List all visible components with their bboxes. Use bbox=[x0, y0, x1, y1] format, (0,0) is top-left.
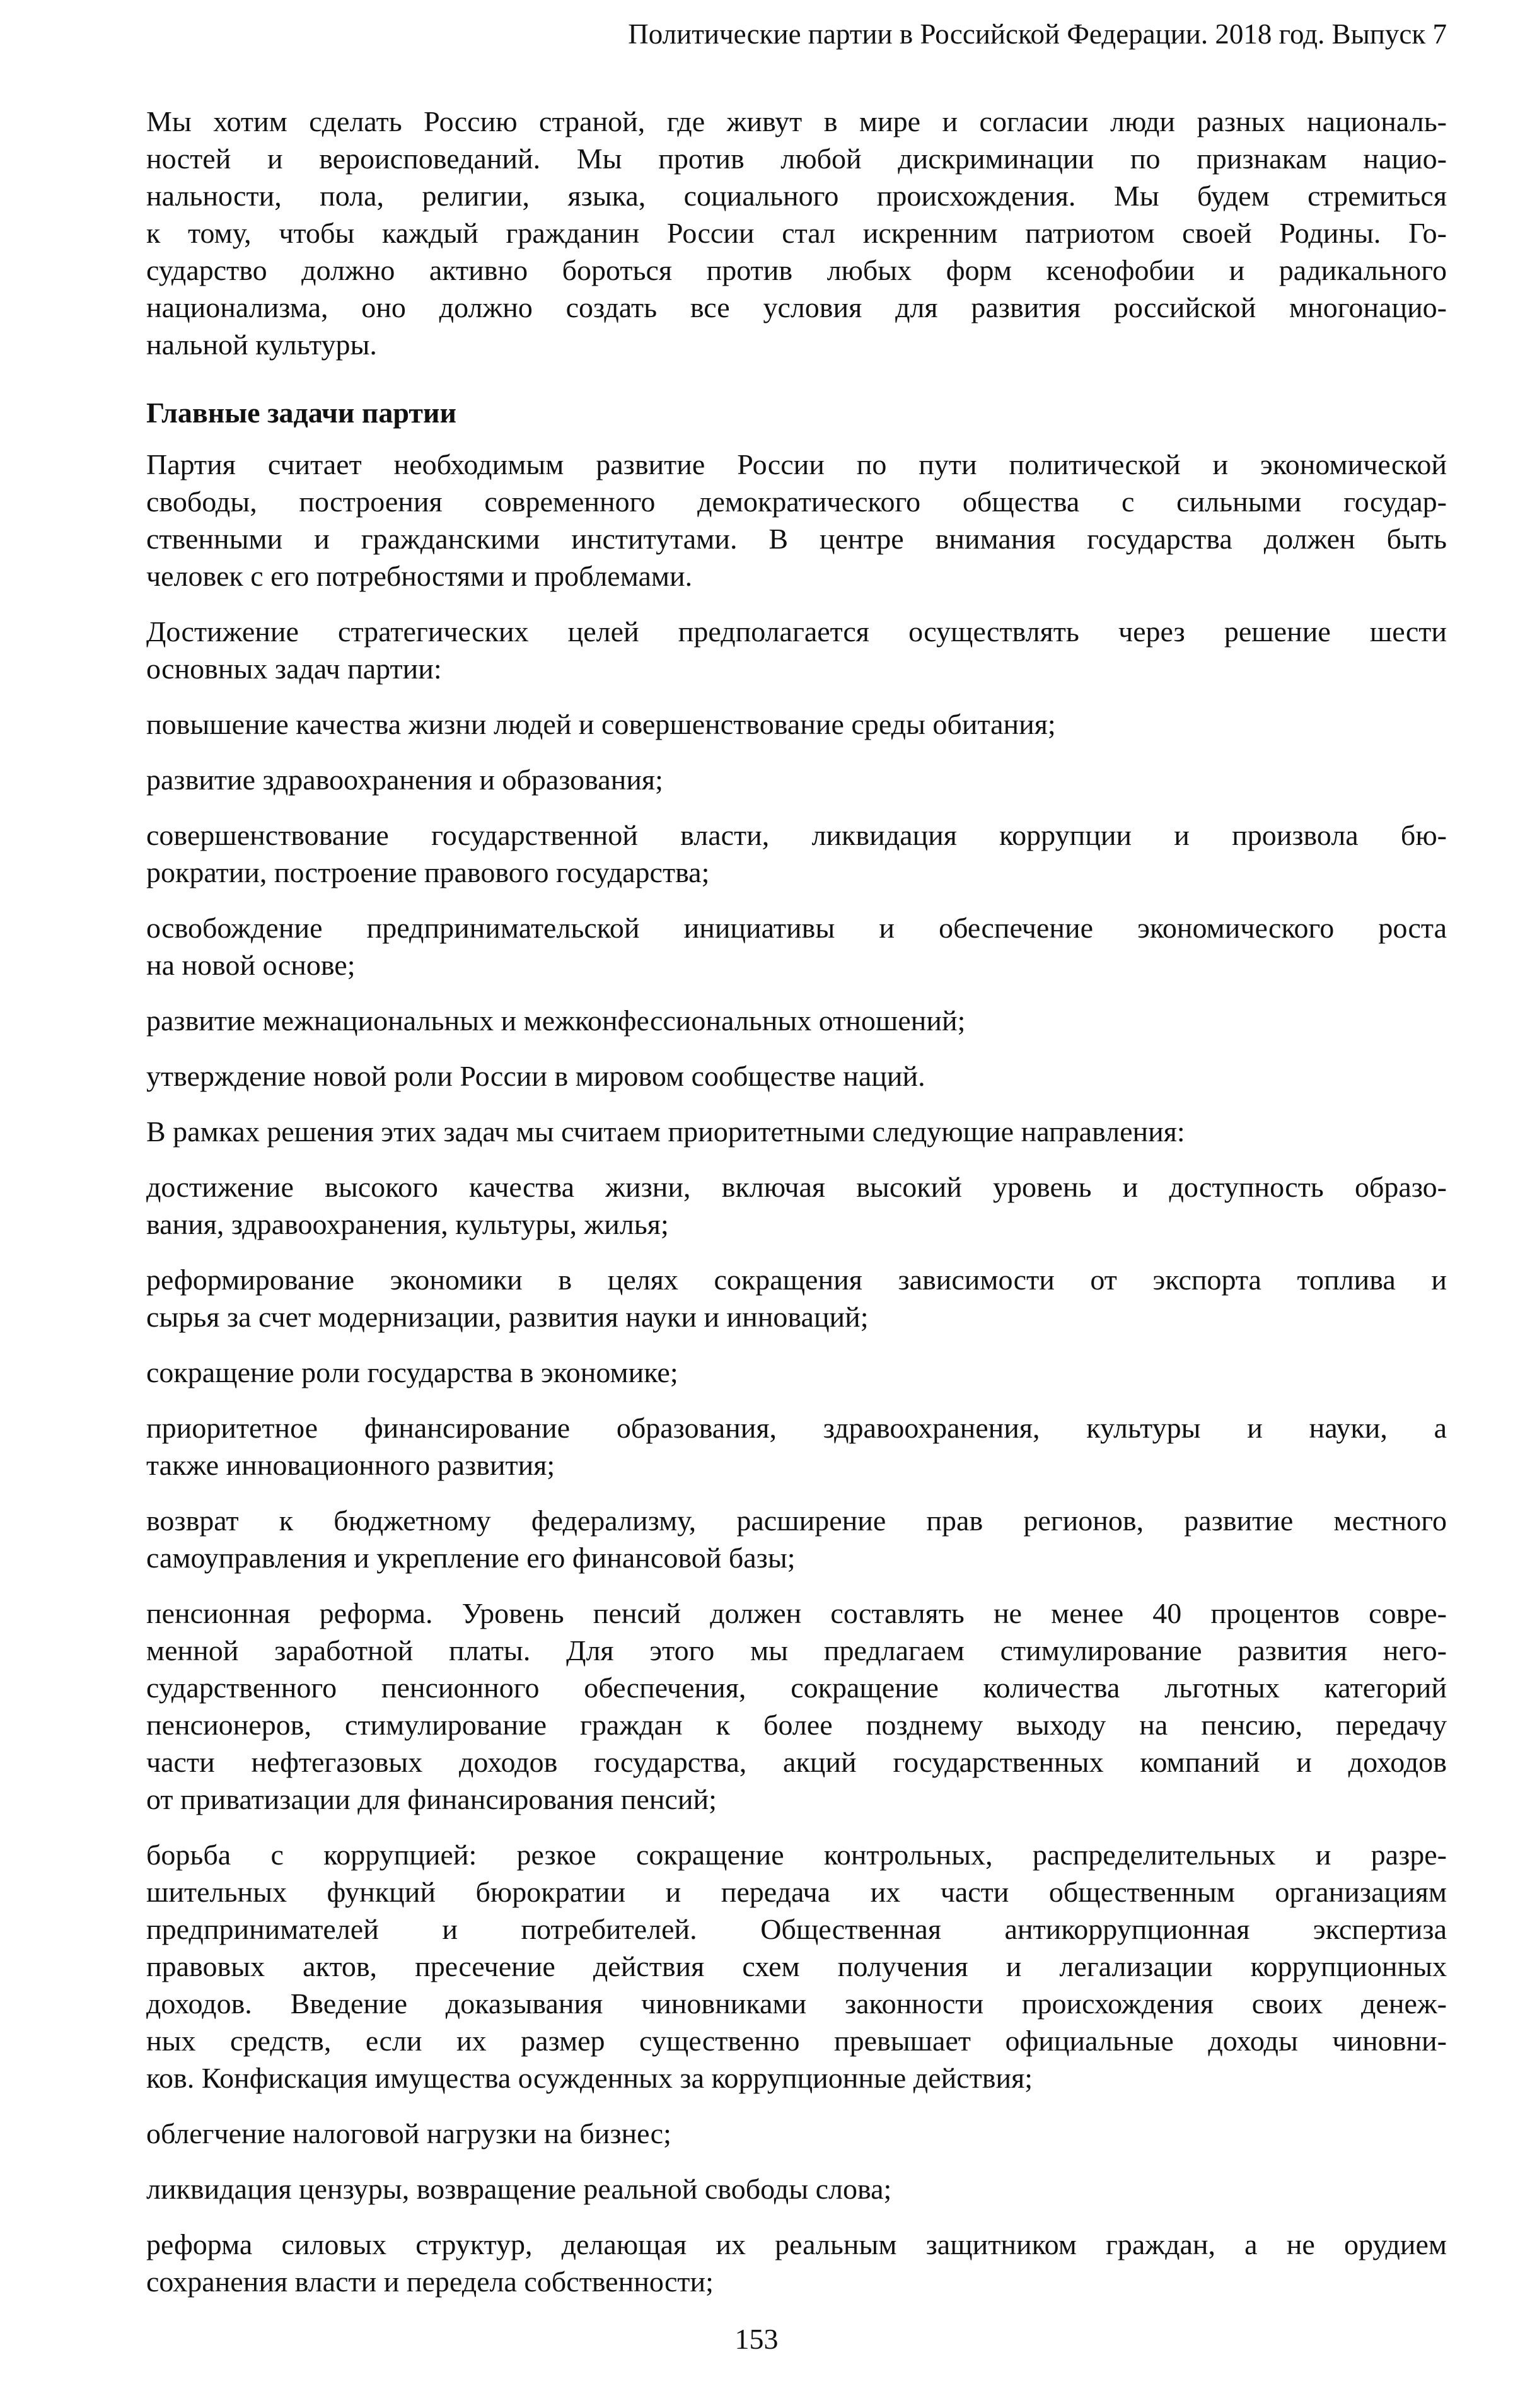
text-line: Партия считает необходимым развитие России по пути политической и экономической bbox=[146, 448, 1447, 480]
text-line: от приватизации для финансирования пенсий; bbox=[146, 1783, 717, 1815]
text-line: освобождение предпринимательской инициативы и обеспечение экономического роста bbox=[146, 912, 1447, 944]
paragraph bbox=[146, 446, 1447, 595]
text-line: человек с его потребностями и проблемами. bbox=[146, 560, 693, 592]
text-line: достижение высокого качества жизни, включая высокий уровень и доступность образо- bbox=[146, 1171, 1447, 1203]
text-line: предпринимателей и потребителей. Общественная антикоррупционная экспертиза bbox=[146, 1913, 1447, 1945]
page-body bbox=[146, 103, 1447, 2300]
paragraph bbox=[146, 613, 1447, 687]
paragraph bbox=[146, 1261, 1447, 1335]
paragraph bbox=[146, 1502, 1447, 1576]
text-line: возврат к бюджетному федерализму, расширение прав регионов, развитие местного bbox=[146, 1504, 1447, 1537]
text-line: Мы хотим сделать Россию страной, где живут в мире и согласии люди разных националь- bbox=[146, 105, 1447, 137]
paragraph bbox=[146, 2170, 1447, 2207]
paragraph bbox=[146, 1409, 1447, 1484]
paragraph bbox=[146, 817, 1447, 891]
text-line: также инновационного развития; bbox=[146, 1449, 555, 1481]
text-line: В рамках решения этих задач мы считаем приоритетными следующие направления: bbox=[146, 1115, 1185, 1148]
text-line: совершенствование государственной власти, ликвидация коррупции и произвола бю- bbox=[146, 819, 1447, 851]
running-header: Политические партии в Российской Федерации. 2018 год. Выпуск 7 bbox=[628, 18, 1447, 50]
text-line: вания, здравоохранения, культуры, жилья; bbox=[146, 1208, 669, 1240]
text-line: развитие межнациональных и межконфессиональных отношений; bbox=[146, 1004, 966, 1037]
paragraph bbox=[146, 1057, 1447, 1095]
text-line: основных задач партии: bbox=[146, 653, 442, 685]
paragraph bbox=[146, 1595, 1447, 1818]
text-line: борьба с коррупцией: резкое сокращение контрольных, распределительных и разре- bbox=[146, 1839, 1447, 1871]
text-line: ков. Конфискация имущества осужденных за коррупционные действия; bbox=[146, 2062, 1033, 2094]
text-line: доходов. Введение доказывания чиновниками законности происхождения своих денеж- bbox=[146, 1987, 1447, 2020]
text-line: шительных функций бюрократии и передача их части общественным организациям bbox=[146, 1876, 1447, 1908]
paragraph bbox=[146, 1113, 1447, 1150]
section-heading: Главные задачи партии bbox=[146, 397, 457, 429]
text-line: Достижение стратегических целей предполагается осуществлять через решение шести bbox=[146, 615, 1447, 648]
text-line: ственными и гражданскими институтами. В центре внимания государства должен быть bbox=[146, 523, 1447, 555]
text-line: реформирование экономики в целях сокращения зависимости от экспорта топлива и bbox=[146, 1264, 1447, 1296]
paragraph bbox=[146, 103, 1447, 363]
paragraph bbox=[146, 1168, 1447, 1243]
text-line: рократии, построение правового государства; bbox=[146, 856, 710, 888]
text-line: облегчение налоговой нагрузки на бизнес; bbox=[146, 2117, 671, 2149]
text-line: ностей и вероисповеданий. Мы против любой дискриминации по признакам нацио- bbox=[146, 143, 1447, 175]
text-line: пенсионеров, стимулирование граждан к более позднему выходу на пенсию, передачу bbox=[146, 1709, 1447, 1741]
text-line: самоуправления и укрепление его финансовой базы; bbox=[146, 1542, 796, 1574]
text-line: повышение качества жизни людей и совершенствование среды обитания; bbox=[146, 708, 1056, 740]
text-line: утверждение новой роли России в мировом сообществе наций. bbox=[146, 1060, 925, 1092]
paragraph bbox=[146, 761, 1447, 798]
paragraph bbox=[146, 706, 1447, 743]
text-line: приоритетное финансирование образования, здравоохранения, культуры и науки, а bbox=[146, 1412, 1447, 1444]
paragraph bbox=[146, 1002, 1447, 1039]
text-line: на новой основе; bbox=[146, 949, 356, 981]
page-number: 153 bbox=[734, 2323, 779, 2355]
paragraph bbox=[146, 909, 1447, 984]
text-line: свободы, построения современного демократического общества с сильными государ- bbox=[146, 486, 1447, 518]
text-line: правовых актов, пресечение действия схем получения и легализации коррупционных bbox=[146, 1950, 1447, 1982]
paragraph bbox=[146, 2115, 1447, 2152]
text-line: нальной культуры. bbox=[146, 329, 377, 361]
text-line: сохранения власти и передела собственности; bbox=[146, 2265, 714, 2298]
text-line: развитие здравоохранения и образования; bbox=[146, 764, 663, 796]
text-line: реформа силовых структур, делающая их реальным защитником граждан, а не орудием bbox=[146, 2228, 1447, 2260]
text-line: национализма, оно должно создать все условия для развития российской многонацио- bbox=[146, 291, 1447, 323]
text-line: сударство должно активно бороться против любых форм ксенофобии и радикального bbox=[146, 254, 1447, 286]
text-line: сырья за счет модернизации, развития науки и инноваций; bbox=[146, 1301, 869, 1333]
paragraph bbox=[146, 2226, 1447, 2300]
text-line: менной заработной платы. Для этого мы предлагаем стимулирование развития него- bbox=[146, 1634, 1447, 1666]
text-line: нальности, пола, религии, языка, социального происхождения. Мы будем стремиться bbox=[146, 180, 1447, 212]
paragraph bbox=[146, 1354, 1447, 1391]
text-line: сударственного пенсионного обеспечения, сокращение количества льготных категорий bbox=[146, 1672, 1447, 1704]
text-line: ных средств, если их размер существенно превышает официальные доходы чиновни- bbox=[146, 2025, 1447, 2057]
text-line: части нефтегазовых доходов государства, акций государственных компаний и доходов bbox=[146, 1746, 1447, 1778]
text-line: ликвидация цензуры, возвращение реальной свободы слова; bbox=[146, 2173, 892, 2205]
paragraph bbox=[146, 1836, 1447, 2097]
text-line: пенсионная реформа. Уровень пенсий должен составлять не менее 40 процентов совре- bbox=[146, 1597, 1447, 1629]
text-line: к тому, чтобы каждый гражданин России стал искренним патриотом своей Родины. Го- bbox=[146, 217, 1447, 249]
text-line: сокращение роли государства в экономике; bbox=[146, 1356, 678, 1388]
